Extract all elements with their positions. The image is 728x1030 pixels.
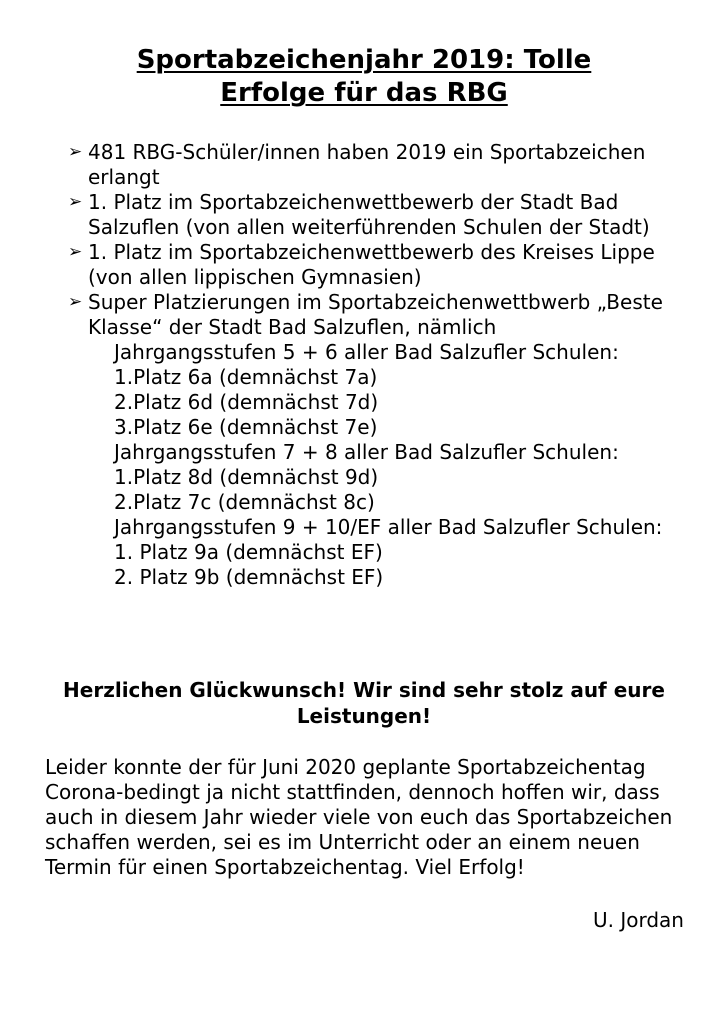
ranking-line: Jahrgangsstufen 7 + 8 aller Bad Salzufler Schulen: (114, 440, 619, 464)
list-item-text: 1. Platz im Sportabzeichenwettbewerb der Stadt Bad Salzuflen (von allen weiterführenden Schulen der Stadt) (88, 190, 650, 239)
list-item (68, 140, 698, 190)
ranking-line: 2.Platz 7c (demnächst 8c) (114, 490, 375, 514)
title-line-1: Sportabzeichenjahr 2019: Tolle (136, 45, 592, 75)
ranking-line: 3.Platz 6e (demnächst 7e) (114, 415, 378, 439)
list-item (68, 240, 698, 290)
list-item-text: Super Platzierungen im Sportabzeichenwettbwerb „Beste Klasse“ der Stadt Bad Salzuflen, nämlich (88, 290, 663, 339)
list-item-text: 481 RBG-Schüler/innen haben 2019 ein Sportabzeichen erlangt (88, 140, 646, 189)
list-item (68, 290, 698, 590)
arrow-bullet-icon: ➢ (68, 192, 83, 212)
ranking-line: Jahrgangsstufen 5 + 6 aller Bad Salzufler Schulen: (114, 340, 619, 364)
list-item (68, 190, 698, 240)
achievement-list (68, 140, 698, 590)
ranking-line: 1. Platz 9a (demnächst EF) (114, 540, 383, 564)
arrow-bullet-icon: ➢ (68, 142, 83, 162)
arrow-bullet-icon: ➢ (68, 292, 83, 312)
ranking-line: 2.Platz 6d (demnächst 7d) (114, 390, 379, 414)
signature: U. Jordan (593, 908, 684, 932)
ranking-line: 1.Platz 6a (demnächst 7a) (114, 365, 378, 389)
title-line-2: Erfolge für das RBG (220, 78, 508, 108)
arrow-bullet-icon: ➢ (68, 242, 83, 262)
congratulations-text: Herzlichen Glückwunsch! Wir sind sehr stolz auf eure Leistungen! (63, 678, 665, 728)
closing-paragraph: Leider konnte der für Juni 2020 geplante Sportabzeichentag Corona-bedingt ja nicht stattfinden, dennoch hoffen wir, dass auch in diesem Jahr wieder viele von euch das Sportabzeichen schaffen werden, sei es im Unterricht oder an einem neuen Termin für einen Sportabzeichentag. Viel Erfolg! (45, 755, 673, 879)
page-title (40, 44, 688, 110)
ranking-line: 2. Platz 9b (demnächst EF) (114, 565, 384, 589)
ranking-line: 1.Platz 8d (demnächst 9d) (114, 465, 379, 489)
ranking-line: Jahrgangsstufen 9 + 10/EF aller Bad Salzufler Schulen: (114, 515, 663, 539)
list-item-text: 1. Platz im Sportabzeichenwettbewerb des Kreises Lippe (von allen lippischen Gymnasien) (88, 240, 655, 289)
